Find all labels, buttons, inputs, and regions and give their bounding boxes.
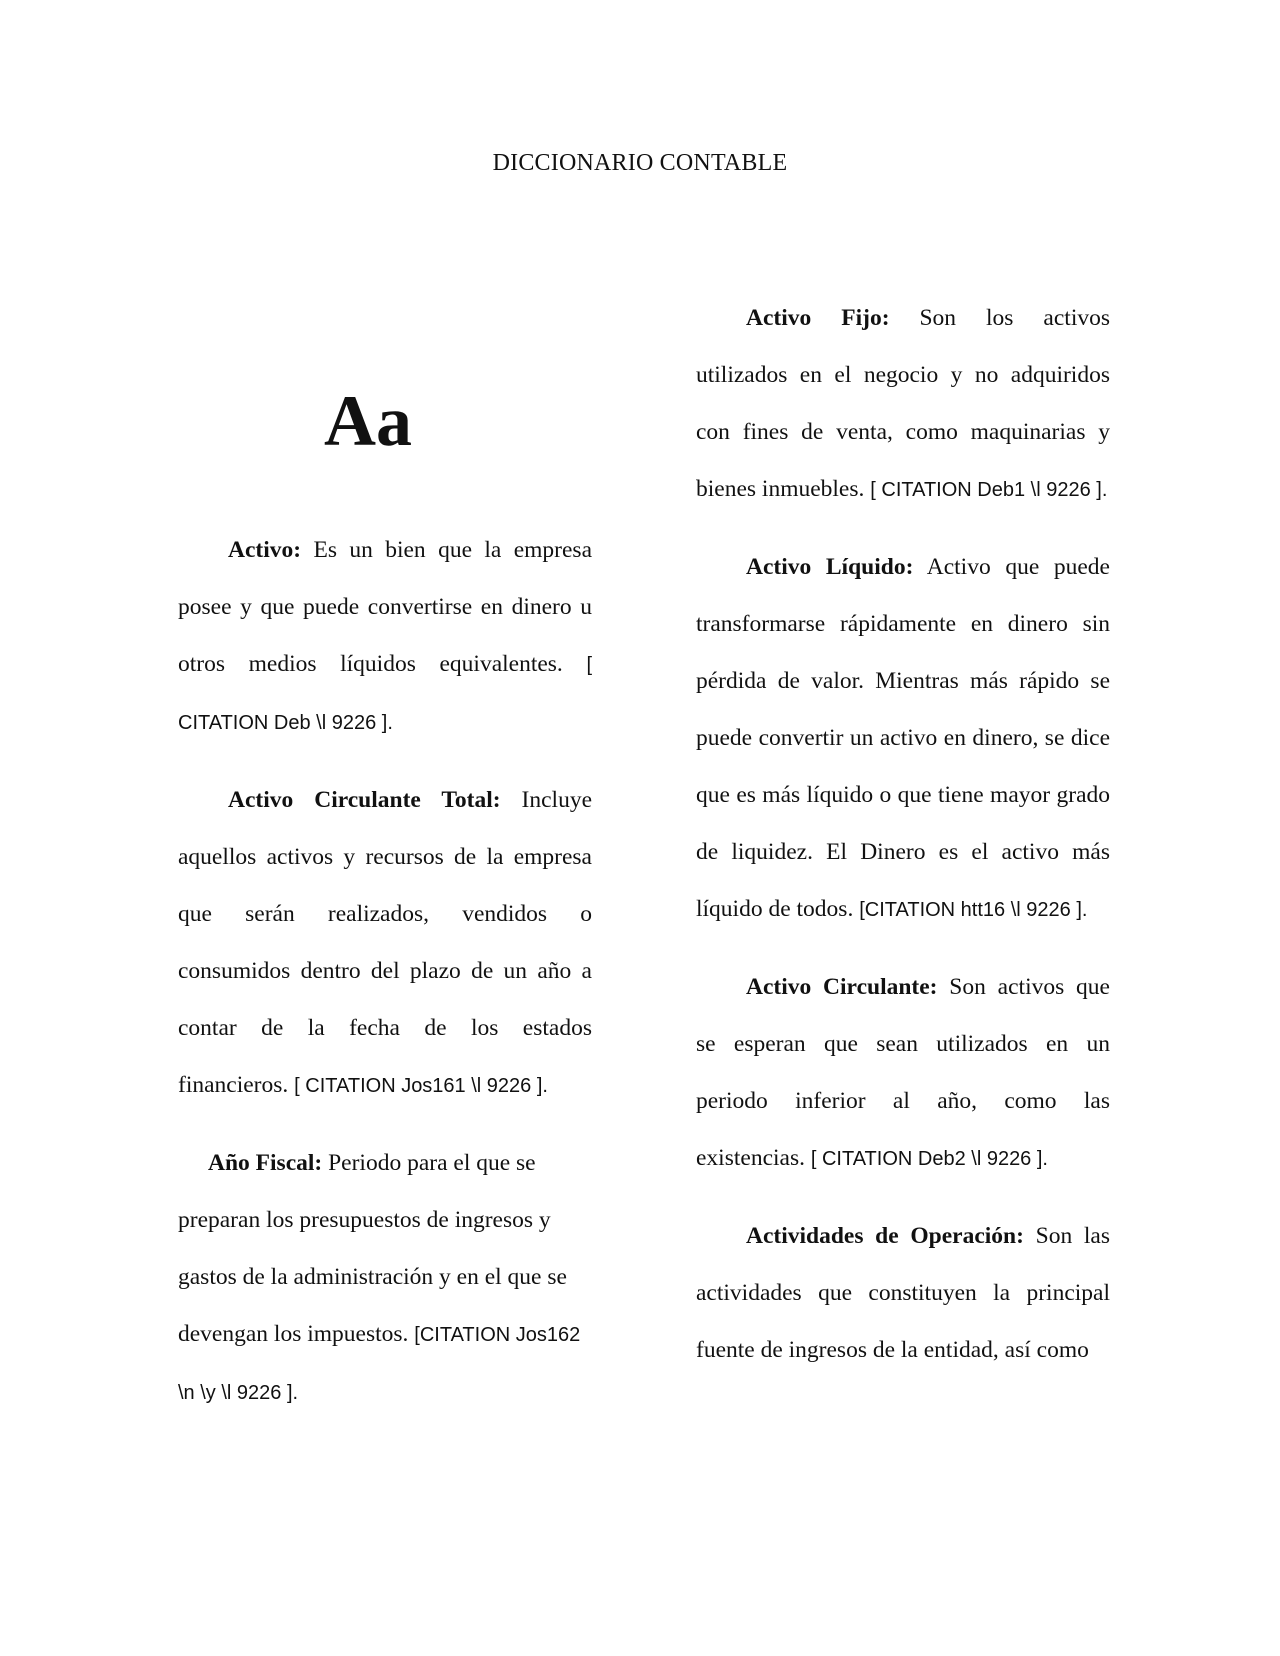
glossary-entry	[178, 1135, 592, 1422]
entry-citation: [ CITATION Deb1 \l 9226 ].	[870, 479, 1108, 501]
entry-term: Año Fiscal:	[208, 1150, 323, 1176]
entry-term: Actividades de Operación:	[746, 1223, 1024, 1249]
entry-citation: [CITATION htt16 \l 9226 ].	[859, 899, 1088, 921]
entry-definition: Incluye aquellos activos y recursos de la empresa que serán realizados, vendidos o consumidos dentro del plazo de un año a contar de la fecha de los estados financieros.	[178, 787, 593, 1098]
right-column	[696, 290, 1110, 1400]
entry-term: Activo Circulante Total:	[228, 787, 501, 813]
page-title: DICCIONARIO CONTABLE	[492, 150, 788, 176]
entry-definition: Periodo para el que se preparan los presupuestos de ingresos y gastos de la administración y en el que se devengan los impuestos.	[178, 1150, 567, 1347]
entry-term: Activo:	[228, 537, 302, 563]
entry-term: Activo Circulante:	[746, 974, 938, 1000]
glossary-entry	[696, 539, 1110, 939]
entry-term: Activo Líquido:	[746, 554, 914, 580]
entry-citation: [CITATION Jos162 \n \y \l 9226 ].	[178, 1324, 581, 1404]
entry-definition: Son los activos utilizados en el negocio y no adquiridos con fines de venta, como maquinarias y bienes inmuebles.	[696, 305, 1110, 502]
entry-definition: Es un bien que la empresa posee y que puede convertirse en dinero u otros medios líquidos equivalentes.	[178, 537, 592, 677]
entry-citation: [ CITATION Jos161 \l 9226 ].	[294, 1075, 548, 1097]
entry-citation: [ CITATION Deb2 \l 9226 ].	[810, 1148, 1048, 1170]
entry-citation: [ CITATION Deb \l 9226 ].	[178, 654, 592, 734]
entry-definition: Activo que puede transformarse rápidamente en dinero sin pérdida de valor. Mientras más rápido se puede convertir un activo en dinero, se dice que es más líquido o que tiene mayor grado de liquidez. El Dinero es el activo más líquido de todos.	[696, 554, 1110, 922]
glossary-entry	[178, 772, 592, 1115]
entry-term: Activo Fijo:	[746, 305, 890, 331]
entry-definition: Son las actividades que constituyen la principal fuente de ingresos de la entidad, así como	[696, 1223, 1110, 1363]
left-column	[178, 522, 592, 1442]
glossary-entry	[696, 290, 1110, 519]
glossary-entry	[696, 1208, 1110, 1380]
glossary-entry	[696, 959, 1110, 1188]
glossary-entry	[178, 522, 592, 752]
entry-definition: Son activos que se esperan que sean utilizados en un periodo inferior al año, como las existencias.	[696, 974, 1110, 1171]
section-letter-heading: Aa	[324, 381, 412, 461]
